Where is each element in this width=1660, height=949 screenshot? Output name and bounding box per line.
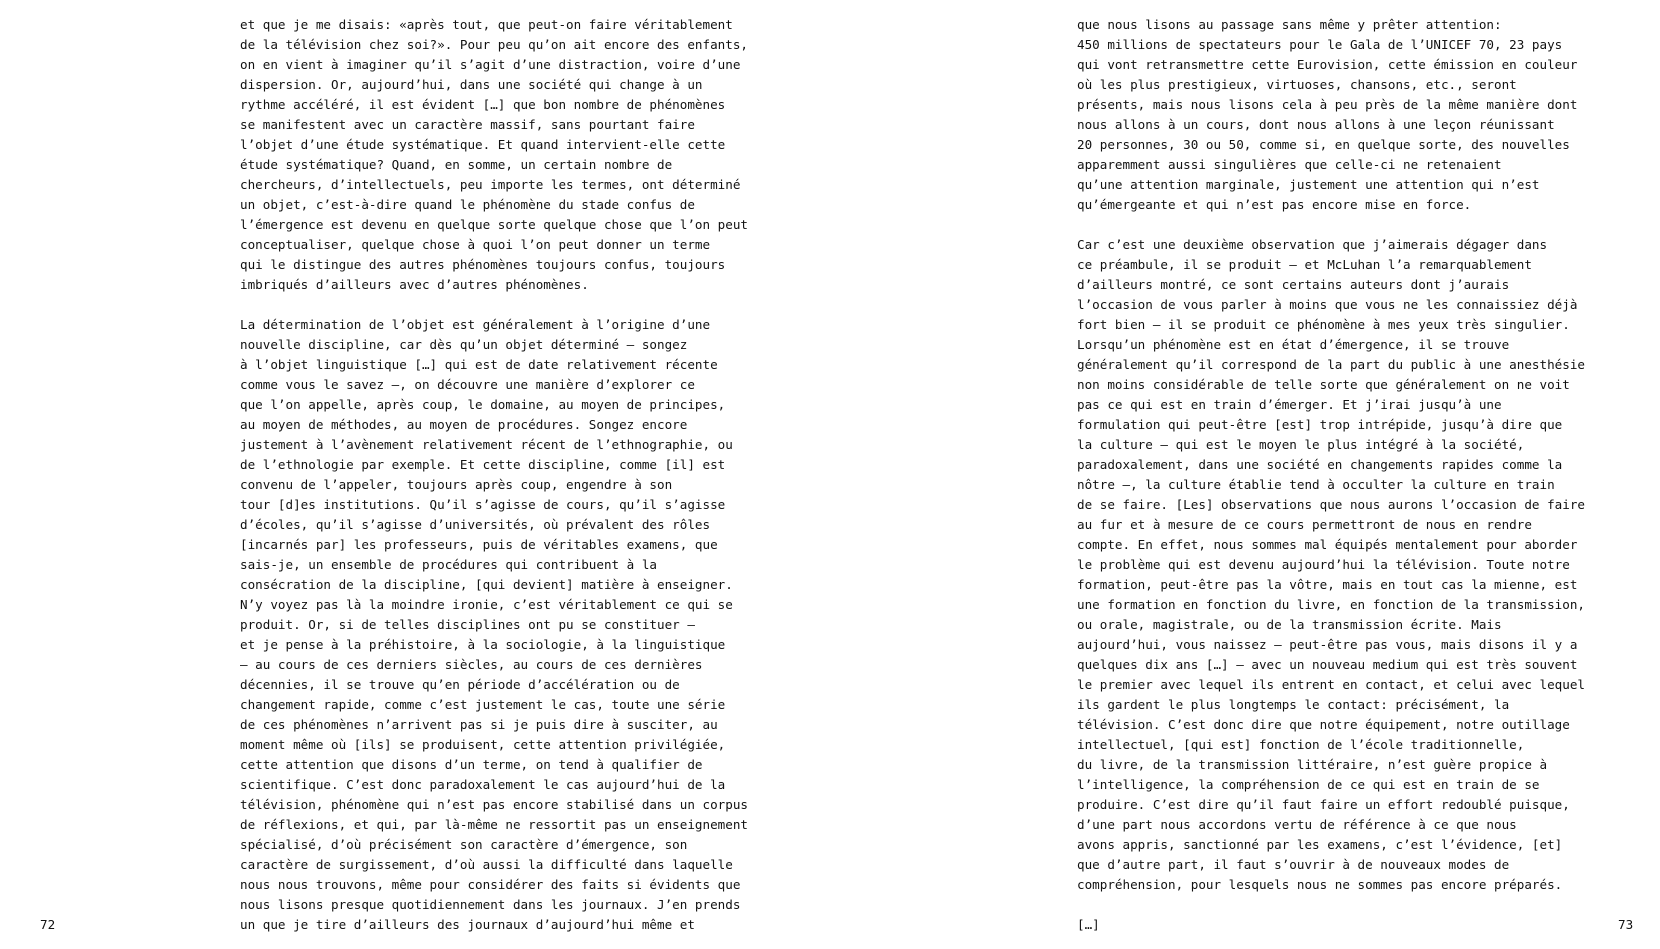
text-line: d’ailleurs montré, ce sont certains auteurs dont j’aurais xyxy=(1077,277,1510,292)
text-line: que d’autre part, il faut s’ouvrir à de nouveaux modes de xyxy=(1077,857,1510,872)
text-line: conceptualiser, quelque chose à quoi l’on peut donner un terme xyxy=(240,237,711,252)
text-line: et je pense à la préhistoire, à la sociologie, à la linguistique xyxy=(240,637,726,652)
paragraph xyxy=(1077,15,1585,215)
text-line: qui vont retransmettre cette Eurovision, cette émission en couleur xyxy=(1077,57,1578,72)
text-line: décennies, il se trouve qu’en période d’accélération ou de xyxy=(240,677,680,692)
text-line: [incarnés par] les professeurs, puis de véritables examens, que xyxy=(240,537,718,552)
text-line: comme vous le savez —, on découvre une manière d’explorer ce xyxy=(240,377,695,392)
page-number-left: 72 xyxy=(40,917,56,932)
text-line: où les plus prestigieux, virtuoses, chansons, etc., seront xyxy=(1077,77,1517,92)
text-line: au moyen de méthodes, au moyen de procédures. Songez encore xyxy=(240,417,688,432)
text-line: spécialisé, d’où précisément son caractère d’émergence, son xyxy=(240,837,688,852)
text-line: à l’objet linguistique […] qui est de date relativement récente xyxy=(240,357,718,372)
text-line: se manifestent avec un caractère massif, sans pourtant faire xyxy=(240,117,695,132)
text-line: rythme accéléré, il est évident […] que bon nombre de phénomènes xyxy=(240,97,726,112)
text-line: justement à l’avènement relativement récent de l’ethnographie, ou xyxy=(240,437,733,452)
text-line: convenu de l’appeler, toujours après coup, engendre à son xyxy=(240,477,673,492)
right-page xyxy=(830,0,1660,949)
text-line: nous nous trouvons, même pour considérer des faits si évidents que xyxy=(240,877,741,892)
text-line: paradoxalement, dans une société en changements rapides comme la xyxy=(1077,457,1563,472)
text-line: l’objet d’une étude systématique. Et quand intervient-elle cette xyxy=(240,137,726,152)
text-line: de ces phénomènes n’arrivent pas si je puis dire à susciter, au xyxy=(240,717,718,732)
text-line: de réflexions, et qui, par là-même ne ressortit pas un enseignement xyxy=(240,817,748,832)
text-line: fort bien — il se produit ce phénomène à mes yeux très singulier. xyxy=(1077,317,1570,332)
text-line: nôtre —, la culture établie tend à occulter la culture en train xyxy=(1077,477,1555,492)
text-line: caractère de surgissement, d’où aussi la difficulté dans laquelle xyxy=(240,857,733,872)
text-line: apparemment aussi singulières que celle-ci ne retenaient xyxy=(1077,157,1502,172)
text-line: d’écoles, qu’il s’agisse d’universités, où prévalent des rôles xyxy=(240,517,711,532)
text-line: aujourd’hui, vous naissez — peut-être pas vous, mais disons il y a xyxy=(1077,637,1578,652)
text-line: et que je me disais: «après tout, que peut-on faire véritablement xyxy=(240,17,733,32)
text-line: la culture — qui est le moyen le plus intégré à la société, xyxy=(1077,437,1525,452)
text-line: ou orale, magistrale, ou de la transmission écrite. Mais xyxy=(1077,617,1502,632)
text-line: moment même où [ils] se produisent, cette attention privilégiée, xyxy=(240,737,726,752)
text-line: compréhension, pour lesquels nous ne sommes pas encore préparés. xyxy=(1077,877,1563,892)
text-line: compte. En effet, nous sommes mal équipés mentalement pour aborder xyxy=(1077,537,1578,552)
text-line: que nous lisons au passage sans même y prêter attention: xyxy=(1077,17,1502,32)
text-line: ce préambule, il se produit — et McLuhan l’a remarquablement xyxy=(1077,257,1532,272)
text-line: nous lisons presque quotidiennement dans les journaux. J’en prends xyxy=(240,897,741,912)
text-line: présents, mais nous lisons cela à peu près de la même manière dont xyxy=(1077,97,1578,112)
text-line: pas ce qui est en train d’émerger. Et j’irai jusqu’à une xyxy=(1077,397,1502,412)
text-line: N’y voyez pas là la moindre ironie, c’est véritablement ce qui se xyxy=(240,597,733,612)
text-line: changement rapide, comme c’est justement le cas, toute une série xyxy=(240,697,726,712)
text-line: télévision, phénomène qui n’est pas encore stabilisé dans un corpus xyxy=(240,797,748,812)
text-line: nous allons à un cours, dont nous allons à une leçon réunissant xyxy=(1077,117,1555,132)
paragraph-gap xyxy=(240,295,748,315)
text-line: cette attention que disons d’un terme, on tend à qualifier de xyxy=(240,757,703,772)
text-line: sais-je, un ensemble de procédures qui contribuent à la xyxy=(240,557,658,572)
text-line: consécration de la discipline, [qui devient] matière à enseigner. xyxy=(240,577,733,592)
text-line: qui le distingue des autres phénomènes toujours confus, toujours xyxy=(240,257,726,272)
text-line: qu’une attention marginale, justement une attention qui n’est xyxy=(1077,177,1540,192)
paragraph xyxy=(240,15,748,295)
text-line: de se faire. [Les] observations que nous aurons l’occasion de faire xyxy=(1077,497,1585,512)
text-line: intellectuel, [qui est] fonction de l’école traditionnelle, xyxy=(1077,737,1525,752)
text-line: du livre, de la transmission littéraire, n’est guère propice à xyxy=(1077,757,1548,772)
ellipsis-marker: […] xyxy=(1077,917,1100,932)
text-line: 450 millions de spectateurs pour le Gala de l’UNICEF 70, 23 pays xyxy=(1077,37,1563,52)
text-line: La détermination de l’objet est généralement à l’origine d’une xyxy=(240,317,711,332)
text-line: que l’on appelle, après coup, le domaine, au moyen de principes, xyxy=(240,397,726,412)
text-line: de la télévision chez soi?». Pour peu qu’on ait encore des enfants, xyxy=(240,37,748,52)
text-line: de l’ethnologie par exemple. Et cette discipline, comme [il] est xyxy=(240,457,726,472)
text-line: Lorsqu’un phénomène est en état d’émergence, il se trouve xyxy=(1077,337,1510,352)
text-line: formulation qui peut-être [est] trop intrépide, jusqu’à dire que xyxy=(1077,417,1563,432)
text-line: on en vient à imaginer qu’il s’agit d’une distraction, voire d’une xyxy=(240,57,741,72)
text-line: non moins considérable de telle sorte que généralement on ne voit xyxy=(1077,377,1570,392)
text-line: nouvelle discipline, car dès qu’un objet déterminé — songez xyxy=(240,337,688,352)
text-line: l’émergence est devenu en quelque sorte quelque chose que l’on peut xyxy=(240,217,748,232)
text-line: le premier avec lequel ils entrent en contact, et celui avec lequel xyxy=(1077,677,1585,692)
text-line: dispersion. Or, aujourd’hui, dans une société qui change à un xyxy=(240,77,703,92)
text-line: un objet, c’est-à-dire quand le phénomène du stade confus de xyxy=(240,197,695,212)
text-line: au fur et à mesure de ce cours permettront de nous en rendre xyxy=(1077,517,1532,532)
text-line: formation, peut-être pas la vôtre, mais en tout cas la mienne, est xyxy=(1077,577,1578,592)
text-line: imbriqués d’ailleurs avec d’autres phénomènes. xyxy=(240,277,589,292)
text-line: — au cours de ces derniers siècles, au cours de ces dernières xyxy=(240,657,703,672)
text-line: télévision. C’est donc dire que notre équipement, notre outillage xyxy=(1077,717,1570,732)
text-line: ils gardent le plus longtemps le contact: précisément, la xyxy=(1077,697,1510,712)
paragraph xyxy=(1077,235,1585,895)
text-line: le problème qui est devenu aujourd’hui la télévision. Toute notre xyxy=(1077,557,1570,572)
text-line: une formation en fonction du livre, en fonction de la transmission, xyxy=(1077,597,1585,612)
text-line: tour [d]es institutions. Qu’il s’agisse de cours, qu’il s’agisse xyxy=(240,497,726,512)
text-line: qu’émergeante et qui n’est pas encore mise en force. xyxy=(1077,197,1472,212)
text-line: 20 personnes, 30 ou 50, comme si, en quelque sorte, des nouvelles xyxy=(1077,137,1570,152)
text-line: un que je tire d’ailleurs des journaux d’aujourd’hui même et xyxy=(240,917,695,932)
text-line: étude systématique? Quand, en somme, un certain nombre de xyxy=(240,157,673,172)
right-text-column xyxy=(1077,15,1585,895)
text-line: d’une part nous accordons vertu de référence à ce que nous xyxy=(1077,817,1517,832)
text-line: produire. C’est dire qu’il faut faire un effort redoublé puisque, xyxy=(1077,797,1570,812)
paragraph-gap xyxy=(1077,215,1585,235)
text-line: généralement qu’il correspond de la part du public à une anesthésie xyxy=(1077,357,1585,372)
text-line: quelques dix ans […] — avec un nouveau medium qui est très souvent xyxy=(1077,657,1578,672)
text-line: chercheurs, d’intellectuels, peu importe les termes, ont déterminé xyxy=(240,177,741,192)
text-line: l’intelligence, la compréhension de ce qui est en train de se xyxy=(1077,777,1540,792)
text-line: l’occasion de vous parler à moins que vous ne les connaissiez déjà xyxy=(1077,297,1578,312)
text-line: avons appris, sanctionné par les examens, c’est l’évidence, [et] xyxy=(1077,837,1563,852)
text-line: scientifique. C’est donc paradoxalement le cas aujourd’hui de la xyxy=(240,777,726,792)
text-line: Car c’est une deuxième observation que j’aimerais dégager dans xyxy=(1077,237,1548,252)
page-number-right: 73 xyxy=(1618,917,1634,932)
text-line: produit. Or, si de telles disciplines ont pu se constituer — xyxy=(240,617,695,632)
left-text-column xyxy=(240,15,748,935)
paragraph xyxy=(240,315,748,935)
